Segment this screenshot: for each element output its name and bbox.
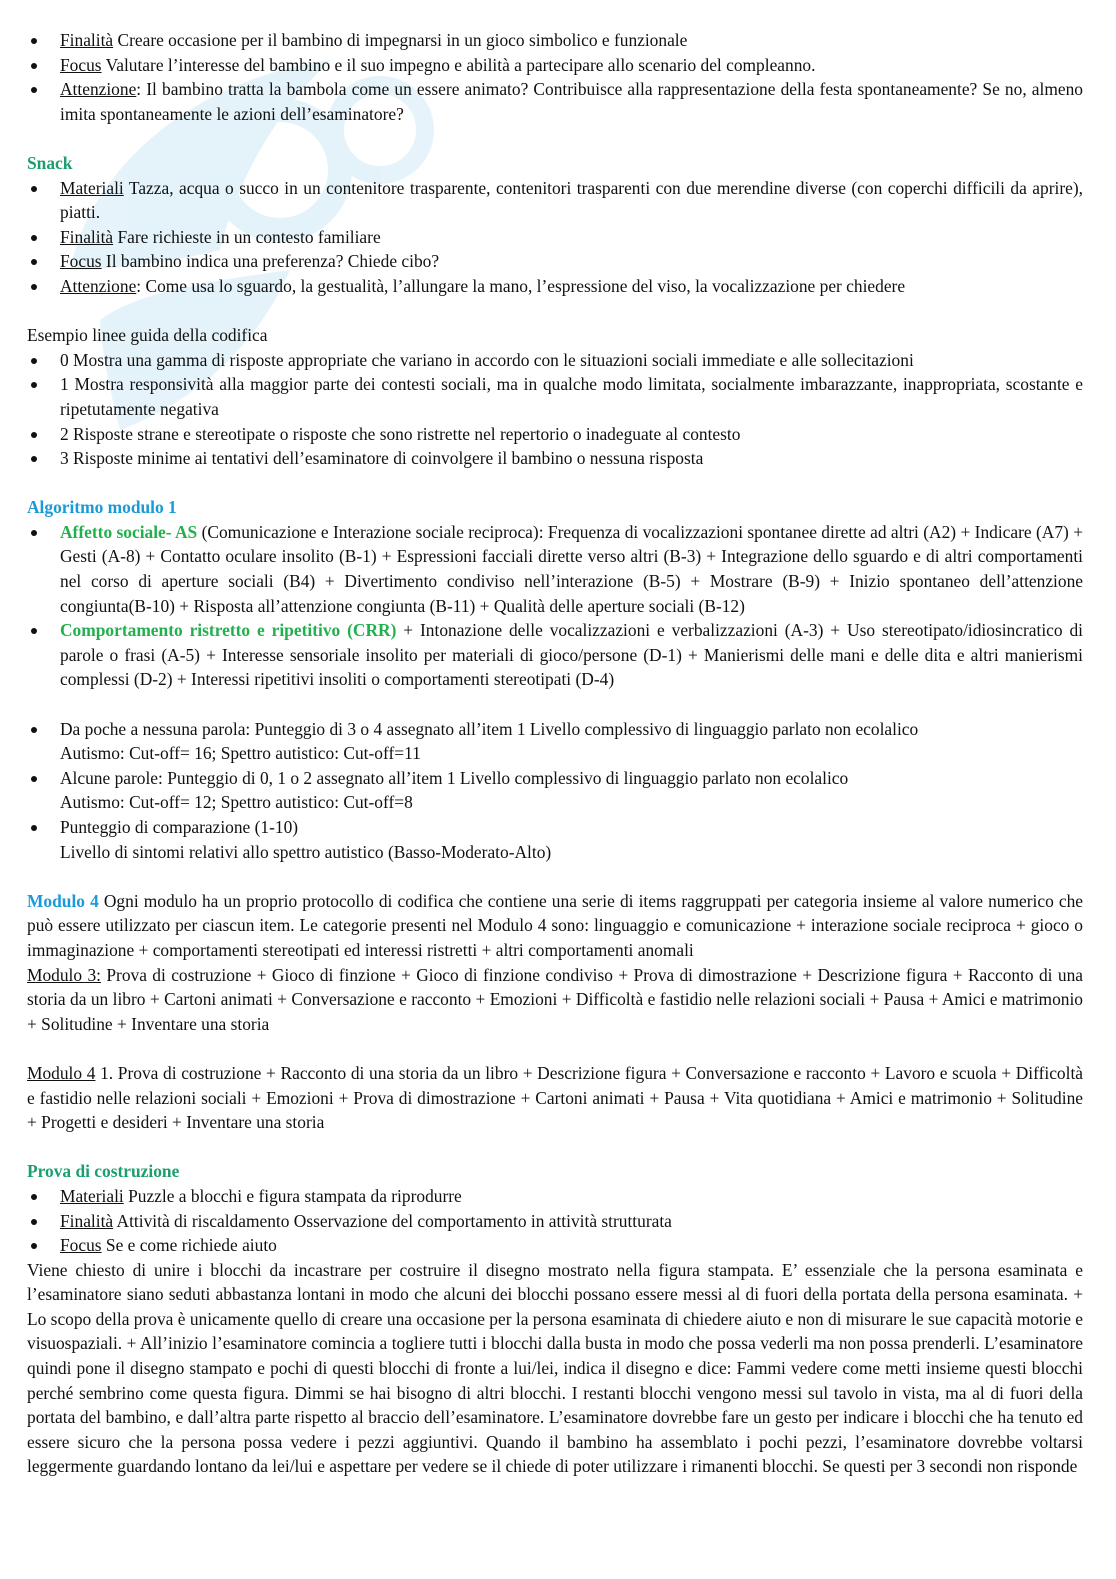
list-item [27,766,1083,815]
item-label: Materiali [60,177,124,198]
snack-list [27,176,1083,299]
algorithm-list [27,520,1083,692]
item-line: Punteggio di comparazione (1-10) [60,817,299,837]
coding-list [27,348,1083,471]
list-item [27,77,1083,126]
list-item [27,225,1083,250]
item-text: (Comunicazione e Interazione sociale reciproca): Frequenza di vocalizzazioni spontanee dirette ad altri (A2) + Indicare (A7) + Gesti (A-8) + Contatto oculare insolito (B-1) + Espressioni facciali dirette verso altri (B-3) + Integrazione dello sguardo e di altri comportamenti nel corso di aperture sociali (B4) + Divertimento condiviso nell’interazione (B-5) + Mostrare (B-9) + Inizio spontaneo dell’attenzione congiunta(B-10) + Risposta all’attenzione congiunta (B-11) + Qualità delle aperture sociali (B-12) [60,521,1084,616]
paragraph-label: Modulo 3: [27,964,101,985]
paragraph-label: Modulo 4 [27,1062,96,1083]
item-line: Autismo: Cut-off= 16; Spettro autistico: Cut-off=11 [60,743,421,764]
list-item [27,274,1083,299]
item-label: Affetto sociale- AS [60,521,198,542]
item-line: Autismo: Cut-off= 12; Spettro autistico: Cut-off=8 [60,792,413,813]
top-list [27,28,1083,126]
list-item [27,717,1083,766]
item-text: : Il bambino tratta la bambola come un essere animato? Contribuisce alla rappresentazione della festa spontaneamente? Se no, almeno imita spontaneamente le azioni dell’esaminatore? [60,79,1083,124]
paragraph-text: Ogni modulo ha un proprio protocollo di codifica che contiene una serie di items raggruppati per categoria insieme al valore numerico che può essere utilizzato per ciascun item. Le categorie presenti nel Modulo 4 sono: linguaggio e comunicazione + interazione sociale reciproca + gioco o immaginazione + comportamenti stereotipati ed interessi ristretti + altri comportamenti anomali [27,890,1083,960]
modulo4-intro-paragraph [27,889,1083,963]
paragraph-text: 1. Prova di costruzione + Racconto di una storia da un libro + Descrizione figura + Conversazione e racconto + Lavoro e scuola + Difficoltà e fastidio nelle relazioni sociali + Emozioni + Prova di dimostrazione + Cartoni animati + Pausa + Vita quotidiana + Amici e matrimonio + Solitudine + Progetti e desideri + Inventare una storia [27,1062,1083,1133]
paragraph-label: Modulo 4 [27,890,99,911]
list-item: 3 Risposte minime ai tentativi dell’esaminatore di coinvolgere il bambino o nessuna risposta [27,446,1083,471]
list-item: 0 Mostra una gamma di risposte appropriate che variano in accordo con le situazioni sociali immediate e alle sollecitazioni [27,348,1083,373]
item-line: Livello di sintomi relativi allo spettro autistico (Basso-Moderato-Alto) [60,841,552,862]
item-label: Focus [60,54,102,75]
list-item [27,1233,1083,1258]
item-text: Attività di riscaldamento Osservazione del comportamento in attività strutturata [113,1210,672,1231]
item-text: Creare occasione per il bambino di impegnarsi in un gioco simbolico e funzionale [113,30,688,50]
list-item [27,176,1083,225]
item-label: Materiali [60,1185,124,1206]
item-text: Se e come richiede aiuto [101,1235,277,1256]
list-item [27,1184,1083,1209]
section-heading-algorithm: Algoritmo modulo 1 [27,497,177,518]
item-label: Focus [60,1235,102,1256]
item-line: Alcune parole: Punteggio di 0, 1 o 2 assegnato all’item 1 Livello complessivo di linguaggio parlato non ecolalico [60,767,849,788]
section-heading-coding: Esempio linee guida della codifica [27,325,268,346]
list-item [27,520,1083,618]
item-line: Da poche a nessuna parola: Punteggio di 3 o 4 assegnato all’item 1 Livello complessivo di linguaggio parlato non ecolalico [60,718,919,739]
list-item [27,28,1083,53]
item-label: Finalità [60,226,114,247]
item-text: : Come usa lo sguardo, la gestualità, l’allungare la mano, l’espressione del viso, la vocalizzazione per chiedere [136,275,906,296]
item-text: + Intonazione delle vocalizzazioni e verbalizzazioni (A-3) + Uso stereotipato/idiosincratico di parole o frasi (A-5) + Interesse sensoriale insolito per materiali di gioco/persone (D-1) + Manierismi delle mani e delle dita e altri manierismi complessi (D-2) + Interessi ripetitivi insoliti o comportamenti stereotipati (D-4) [60,620,1083,690]
section-heading-snack: Snack [27,152,73,173]
item-text: Puzzle a blocchi e figura stampata da riprodurre [123,1185,462,1206]
item-label: Attenzione [60,79,137,100]
item-label: Finalità [60,30,114,50]
item-text: Fare richieste in un contesto familiare [113,226,381,247]
item-label: Attenzione [60,275,137,296]
document-page [27,28,1083,1479]
list-item [27,53,1083,78]
list-item: 1 Mostra responsività alla maggior parte dei contesti sociali, ma in qualche modo limitata, socialmente imbarazzante, inappropriata, scostante e ripetutamente negativa [27,372,1083,421]
list-item: 2 Risposte strane e stereotipate o risposte che sono ristrette nel repertorio o inadeguate al contesto [27,422,1083,447]
modulo3-paragraph [27,963,1083,1037]
item-label: Focus [60,251,102,272]
list-item [27,1209,1083,1234]
construction-paragraph: Viene chiesto di unire i blocchi da incastrare per costruire il disegno mostrato nella figura stampata. E’ essenziale che la persona esaminata e l’esaminatore siano seduti abbastanza lontani in modo che alcuni dei blocchi possano essere messi al di fuori della portata della persona esaminata. + Lo scopo della prova è unicamente quello di creare una occasione per la persona esaminata di chiedere aiuto e non di misurare le sue capacità motorie e visuospaziali. + All’inizio l’esaminatore comincia a togliere tutti i blocchi dalla busta in modo che possa vederli ma non possa prenderli. L’esaminatore quindi pone il disegno stampato e pochi di questi blocchi di fronte a lui/lei, indica il disegno e dice: Fammi vedere come metti insieme questi blocchi perché sembrino come questa figura. Dimmi se hai bisogno di altri blocchi. I restanti blocchi vengono messi sul tavolo in vista, ma al di fuori della portata del bambino, e dall’altra parte rispetto al braccio dell’esaminatore. L’esaminatore dovrebbe fare un gesto per indicare i blocchi che ha tenuto ed essere sicuro che la persona possa vedere i pezzi aggiuntivi. Quando il bambino ha assemblato i pochi pezzi, l’esaminatore dovrebbe voltarsi leggermente guardando lontano da lei/lui e aspettare per vedere se il chiede di poter utilizzare i rimanenti blocchi. Se questi per 3 secondi non risponde [27,1259,1083,1477]
modulo4-list-paragraph [27,1061,1083,1135]
item-text: Il bambino indica una preferenza? Chiede cibo? [101,251,440,272]
list-item [27,249,1083,274]
item-text: Tazza, acqua o succo in un contenitore trasparente, contenitori trasparenti con due merendine diverse (con coperchi difficili da aprire), piatti. [60,177,1083,223]
list-item [27,815,1083,864]
cutoff-list [27,717,1083,865]
item-label: Comportamento ristretto e ripetitivo (CRR) [60,620,397,641]
item-text: Valutare l’interesse del bambino e il suo impegno e abilità a partecipare allo scenario del compleanno. [101,54,816,75]
paragraph-text: Prova di costruzione + Gioco di finzione + Gioco di finzione condiviso + Prova di dimostrazione + Descrizione figura + Racconto di una storia da un libro + Cartoni animati + Conversazione e racconto + Emozioni + Difficoltà e fastidio nelle relazioni sociali + Pausa + Amici e matrimonio + Solitudine + Inventare una storia [27,964,1083,1034]
list-item [27,618,1083,692]
construction-list [27,1184,1083,1258]
section-heading-construction: Prova di costruzione [27,1161,180,1182]
item-label: Finalità [60,1210,114,1231]
